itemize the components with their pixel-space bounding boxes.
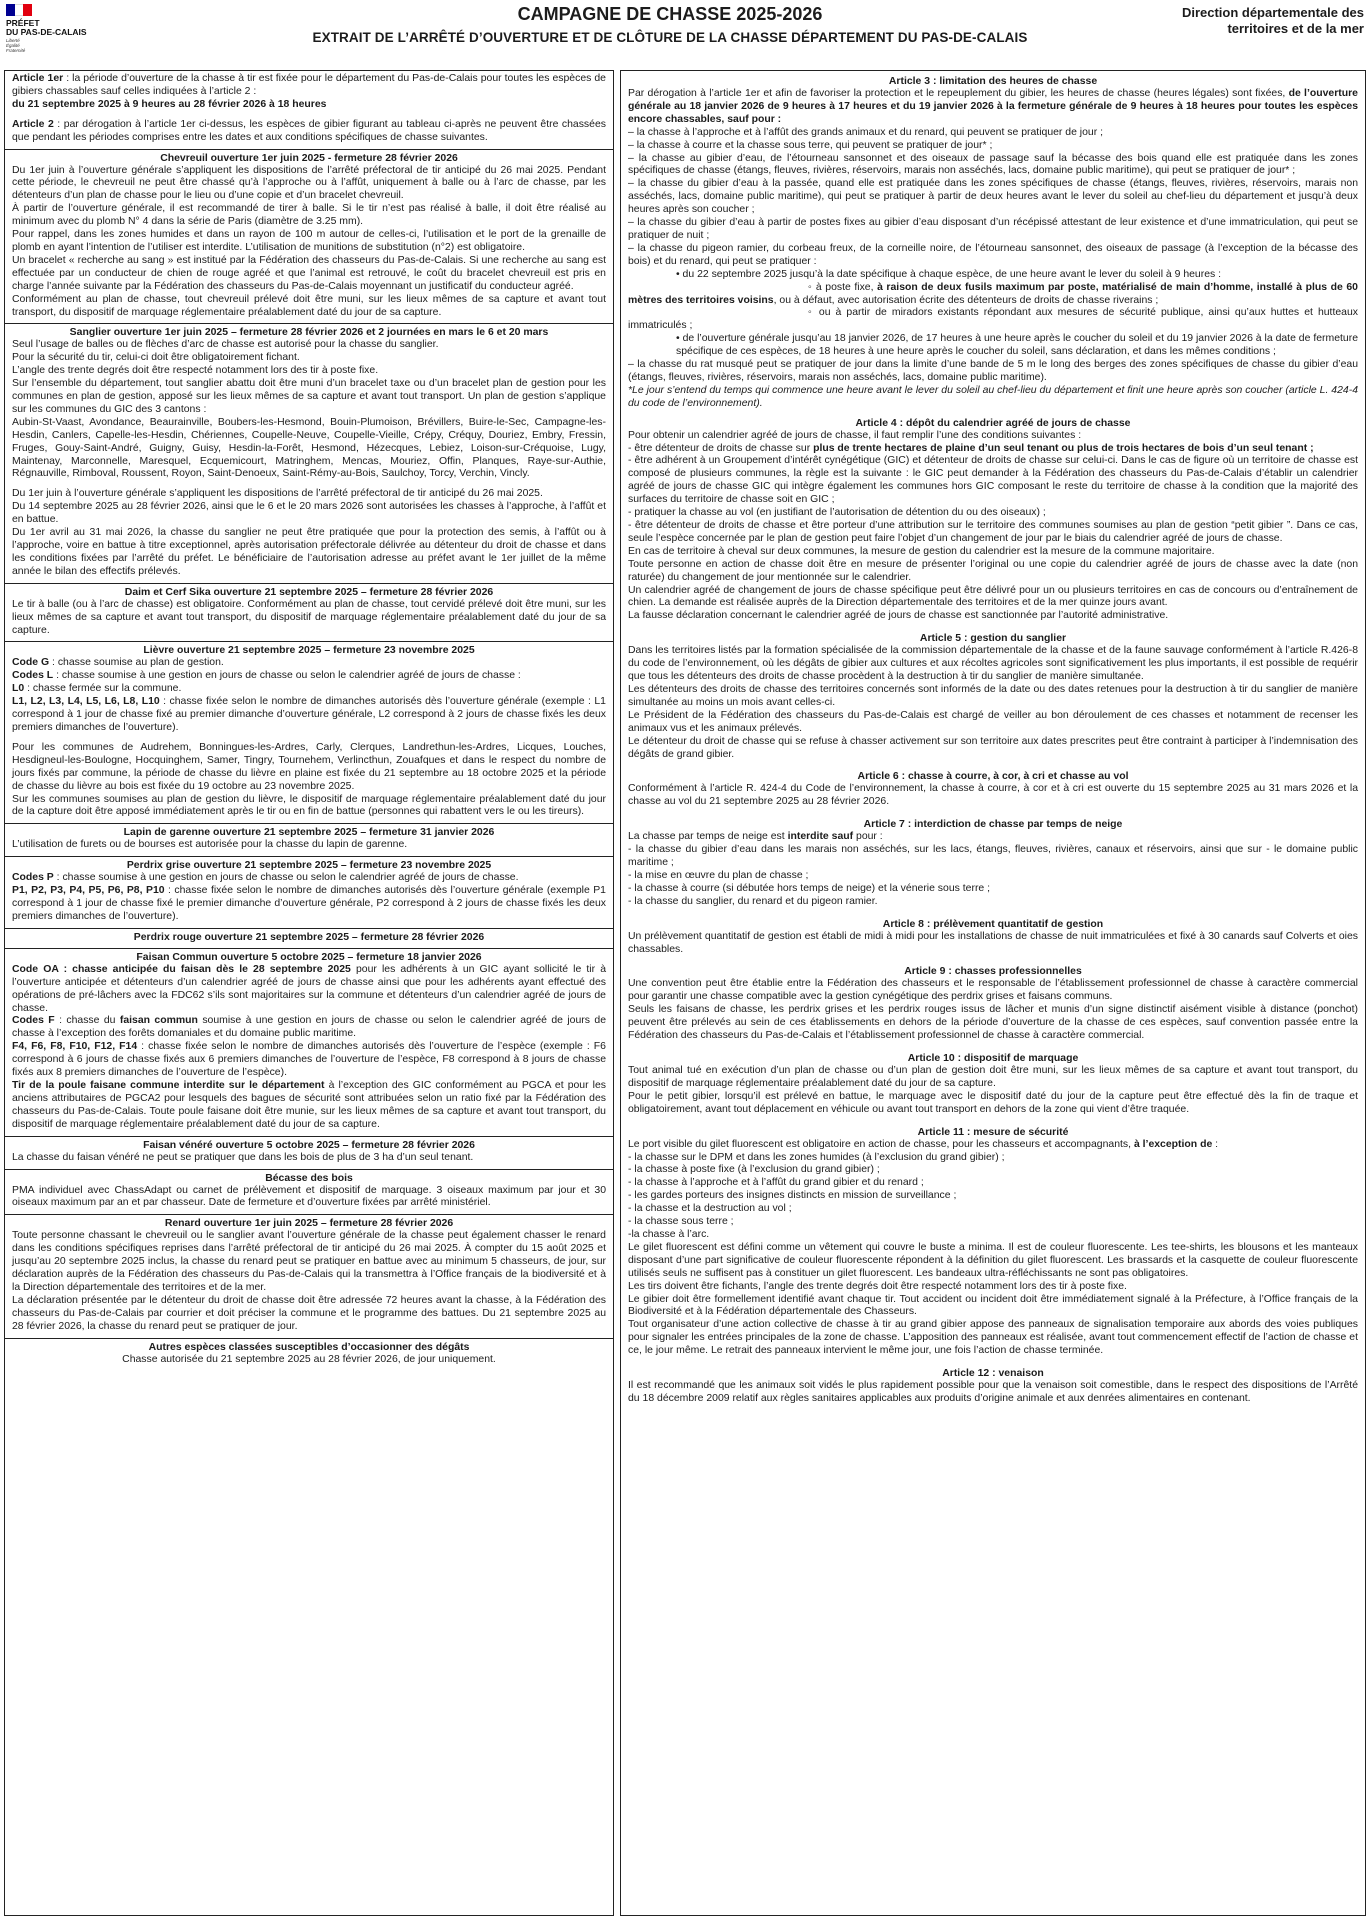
article-11-item-4: - les gardes porteurs des insignes distincts en mission de surveillance ;: [628, 1190, 957, 1202]
faisan-codes-f: [12, 1015, 606, 1041]
chevreuil-title: Chevreuil ouverture 1er juin 2025 - fermeture 28 février 2026: [160, 152, 458, 164]
article-11-p1c: :: [1212, 1138, 1219, 1150]
article-7-item-3: - la chasse à courre (si débutée hors temps de neige) et la vénerie sous terre ;: [628, 882, 991, 894]
article-7-item-4: - la chasse du sanglier, du renard et du pigeon ramier.: [628, 895, 878, 907]
lievre-p2: Pour les communes de Audrehem, Bonningues-les-Ardres, Carly, Clerques, Landrethun-les-Ardres, Licques, Louches, Hesdigneul-les-Boulogne, Hocquinghem, Samer, Tingry, Tournehem, Verlincthun, Zouafques et dans le respect du nombre de jours fixés par commune, la période de chasse du lièvre en plaine est fixée du 21 septembre au 18 octobre 2025 et la période de chasse du lièvre au bois est fixée du 19 octobre au 23 novembre 2025.: [12, 741, 606, 792]
article-4-p1: Pour obtenir un calendrier agréé de jours de chasse, il faut remplir l’une des conditions suivantes :: [628, 429, 1082, 441]
chevreuil-p3: Pour rappel, dans les zones humides et dans un rayon de 100 m autour de celles-ci, l’utilisation et le port de la grenaille de plomb en ayant l’intention de l’utiliser est interdite. L’utilisation de munitions de substitution (n°2) est obligatoire.: [12, 229, 606, 253]
section-divider: [5, 1169, 613, 1170]
perdrix-p1: [12, 885, 606, 924]
spacer: [12, 735, 606, 742]
article-7-p1a: La chasse par temps de neige est: [628, 831, 788, 843]
lievre-code-g-text: : chasse soumise au plan de gestion.: [49, 657, 224, 669]
article-1-label: Article 1er: [12, 73, 64, 84]
section-divider: [5, 856, 613, 857]
article-3-p1: [628, 88, 1358, 127]
faisan-f4: [12, 1041, 606, 1080]
chevreuil-p2: À partir de l’ouverture générale, il est recommandé de tirer à balle. Si le tir n’est pas réalisé à balle, il doit être réalisé au minimum avec du plomb N° 4 dans la série de Paris (diamètre de 3.25 mm).: [12, 203, 606, 228]
faisan-f4-text: : chasse fixée selon le nombre de dimanches autorisés dès l’ouverture de l’espèce (exemple : F6 correspond à 6 jours de chasse fixés aux 6 premiers dimanches de l’ouverture de l’espèce, F8 correspond à 8 jours de chasse fixés aux 8 premiers dimanches de l’ouverture de l’espèce).: [12, 1041, 606, 1079]
article-3-note: *Le jour s’entend du temps qui commence une heure avant le lever du soleil au chef-lieu du département et finit une heure après son coucher (article L. 424-4 du code de l’environnement).: [628, 384, 1358, 409]
article-9-p1: Une convention peut être établie entre la Fédération des chasseurs et le responsable de l’établissement professionnel de chasse à caractère commercial pour garantir une chasse compatible avec la gestion cynégétique des perdrix grises et faisans communs.: [628, 978, 1358, 1003]
perdrix-codes-p-label: Codes P: [12, 872, 54, 884]
article-2: [12, 119, 606, 145]
lievre-l0-label: L0: [12, 683, 25, 695]
perdrix-title: Perdrix grise ouverture 21 septembre 2025 – fermeture 23 novembre 2025: [126, 860, 492, 872]
article-3-p1a: Par dérogation à l’article 1er et afin de favoriser la protection et le repeuplement du gibier, les heures de chasse (heures légales) sont fixées,: [628, 88, 1289, 99]
article-3-item-10: • de l’ouverture générale jusqu’au 18 janvier 2026, de 17 heures à une heure après le coucher du soleil et du 19 janvier 2026 à la date de fermeture spécifique de ces espèces, de 18 heures à une heure après le coucher du soleil, sans déclaration, et dans les mêmes conditions ;: [676, 333, 1358, 358]
french-flag-icon: [6, 4, 32, 16]
article-3-item-5: – la chasse du gibier d’eau à partir de postes fixes au gibier d’eau disposant d’un récépissé attestant de leur existence et d’une immatriculation, qui peut se pratiquer de nuit ;: [628, 217, 1358, 241]
article-11-p1a: Le port visible du gilet fluorescent est obligatoire en action de chasse, pour les chasseurs et accompagnants,: [628, 1138, 1134, 1150]
sanglier-p3: L’angle des trente degrés doit être respecté notamment lors des tir à poste fixe.: [12, 365, 379, 377]
article-9-title: Article 9 : chasses professionnelles: [904, 966, 1082, 978]
faisan-venere-title: Faisan vénéré ouverture 5 octobre 2025 – fermeture 28 février 2026: [143, 1139, 475, 1151]
perdrix-codes-p: [12, 872, 606, 885]
spacer: [628, 956, 1358, 963]
perdrix-codes-p-text: : chasse soumise à une gestion en jours de chasse ou selon le calendrier agréé de jours de chasse.: [53, 872, 519, 884]
lievre-l1-text: : chasse fixée selon le nombre de dimanches autorisés dès l’ouverture générale (exemple : L1 correspond à 1 jour de chasse fixé au premier dimanche d’ouverture générale, L2 correspond à 2 jours de chasse fixés les deux premiers dimanches de l’ouverture).: [12, 696, 606, 733]
article-11-p2: Le gilet fluorescent est défini comme un vêtement qui couvre le buste a minima. Il est de couleur fluorescente. Les tee-shirts, les blousons et les manteaux disposant d’une part significative de couleur fluorescente répondent à la définition du gilet fluorescent. Les brassards et la casquette de couleur fluorescente utilisés seuls ne suffisent pas à constituer un gilet fluorescent. Les bandeaux ultra-réfléchissants ne sont pas obligatoires.: [628, 1241, 1358, 1279]
article-10-p1: Tout animal tué en exécution d’un plan de chasse ou d’un plan de gestion doit être muni, sur les lieux mêmes de sa capture et avant tout transport, du dispositif de marquage réglementaire préalablement daté du jour de sa capture.: [628, 1065, 1358, 1089]
article-7-item-1: - la chasse du gibier d’eau dans les marais non asséchés, sur les lacs, étangs, fleuves, rivières, canaux et réservoirs, ainsi que sur - le domaine public maritime ;: [628, 844, 1358, 869]
faisan-codes-f-text2: soumise à une gestion en jours de chasse ou selon le calendrier agréé de jours de chasse à l’exception des forêts domaniales et du domaine public maritime.: [12, 1015, 606, 1040]
section-divider: [5, 149, 613, 150]
article-7-item-2: - la mise en œuvre du plan de chasse ;: [628, 869, 809, 881]
article-4-p4: Un calendrier agréé de changement de jours de chasse spécifique peut être délivré pour un ou plusieurs territoires en cas de concours ou d’entraînement de chien. La demande est réalisée auprès de la Direction départementale des territoires et de la mer quinze jours avant.: [628, 584, 1358, 609]
article-4-p3: Toute personne en action de chasse doit être en mesure de présenter l’original ou une copie du calendrier agréé de jours de chasse avec la date (non raturée) du changement de jour mentionnée sur le calendrier.: [628, 558, 1358, 583]
article-3-item-1: – la chasse à l’approche et à l’affût des grands animaux et du renard, qui peuvent se pratiquer de jour ;: [628, 126, 1104, 138]
article-5-p3: Le Président de la Fédération des chasseurs du Pas-de-Calais est chargé de veiller au bon déroulement de ces chasses et notamment de recenser les animaux vus et les animaux prélevés.: [628, 709, 1358, 734]
article-10-title: Article 10 : dispositif de marquage: [907, 1053, 1079, 1064]
article-3-item-7: • du 22 septembre 2025 jusqu’à la date spécifique à chaque espèce, de une heure avant le lever du soleil à 9 heures :: [676, 268, 1222, 280]
article-3-item-9-text: ◦ ou à partir de miradors existants répondant aux mesures de sécurité publique, ainsi qu’aux huttes et hutteaux immatriculés ;: [628, 307, 1358, 332]
page-title: CAMPAGNE DE CHASSE 2025-2026: [517, 4, 823, 24]
lievre-codes-l: [12, 670, 606, 683]
article-11-item-6: - la chasse sous terre ;: [628, 1216, 734, 1228]
article-2-text: : par dérogation à l’article 1er ci-dessus, les espèces de gibier figurant au tableau ci-après ne peuvent être chassées que pendant les périodes comprises entre les dates et aux conditions spécifiques de chasse suivantes.: [12, 118, 606, 143]
article-3-item-11: – la chasse du rat musqué peut se pratiquer de jour dans la limite d’une bande de 5 m le long des berges des zones spécifiques de chasse du gibier d’eau (étangs, fleuves, rivières, réservoirs, marais non asséchés, lacs, domaine public maritime).: [628, 359, 1358, 383]
article-11-p1b: à l’exception de: [1133, 1138, 1213, 1150]
sanglier-p7: Du 1er avril au 31 mai 2026, la chasse du sanglier ne peut être pratiquée que pour la protection des semis, à l’affût ou à l’approche, voire en battue à titre exceptionnel, après autorisation préfectorale délivrée au détenteur du droit de chasse et dans les conditions fixées par l’arrêté du préfet. Le bénéficiaire de l’autorisation adresse au préfet avant le 1er juillet de la même année le bilan des effectifs prélevés.: [12, 527, 606, 577]
article-5-title: Article 5 : gestion du sanglier: [919, 633, 1067, 645]
section-divider: [5, 948, 613, 949]
faisan-codes-f-text1: : chasse du: [54, 1015, 120, 1027]
motto-liberte: Liberté: [6, 38, 20, 43]
article-3-item-9: [628, 307, 1358, 333]
lievre-codes-l-text: : chasse soumise à une gestion en jours de chasse ou selon le calendrier agréé de jours de chasse :: [53, 670, 521, 682]
article-1-text: : la période d’ouverture de la chasse à tir est fixée pour le département du Pas-de-Calais pour toutes les espèces de gibiers chassables sauf celles indiquées à l’article 2 :: [12, 73, 606, 97]
lievre-title: Lièvre ouverture 21 septembre 2025 – fermeture 23 novembre 2025: [143, 645, 475, 657]
article-11-p4: Le gibier doit être formellement identifié avant chaque tir. Tout accident ou incident doit être immédiatement signalé à la Préfecture, à l’Office français de la Biodiversité et à la Fédération départementale des Chasseurs.: [628, 1293, 1358, 1318]
article-4-item-4: - être détenteur de droits de chasse et être porteur d’une attribution sur le territoire des communes soumises au plan de gestion “petit gibier ”. Dans ce cas, seule l’espèce concernée par le plan de gestion peut faire l’objet d’un changement de jour par le biais du calendrier agréé de jours de chasse.: [628, 520, 1358, 544]
article-4-p2: En cas de territoire à cheval sur deux communes, la mesure de gestion du calendrier est la mesure de la commune majoritaire.: [628, 545, 1215, 557]
article-3-item-4: – la chasse du gibier d’eau à la passée, quand elle est pratiquée dans les zones spécifiques de chasse (étangs, fleuves, rivières, réservoirs, marais non asséchés, lacs, domaine public maritime), qui peut se pratiquer à partir de deux heures avant le lever du soleil au chef-lieu du département et jusqu’à deux heures après son coucher ;: [628, 178, 1358, 216]
article-7-p1: [628, 831, 1358, 844]
becasse-p1: PMA individuel avec ChassAdapt ou carnet de prélèvement et dispositif de marquage. 3 oiseaux maximum par jour et 30 oiseaux maximum par an et par chasseur. Date de fermeture et d’ouverture fixées par arrêté ministériel.: [12, 1184, 606, 1209]
article-1: [12, 73, 606, 112]
article-5-p4: Le détenteur du droit de chasse qui se refuse à chasser activement sur son territoire aux dates prescrites peut être contraint à participer à l’indemnisation des dégâts de grand gibier.: [628, 735, 1358, 760]
article-11-item-5: - la chasse et la destruction au vol ;: [628, 1203, 792, 1215]
faisan-codes-f-bold: faisan commun: [119, 1015, 198, 1027]
article-4-p5: La fausse déclaration concernant le calendrier agréé de jours de chasse est sanctionnée par l’autorité administrative.: [628, 610, 1169, 622]
faisan-code-oa-text: pour les adhérents à un GIC ayant sollicité le tir à l’ouverture anticipée et détenteurs d’un calendrier agréé de jours de chasse ainsi que pour les adhérents ayant effectué des opérations de pré-lâchers avec la FDC62 s’ils sont majoritaires sur la commune et détenteurs d’un calendrier agréé de jours de chasse.: [12, 963, 607, 1014]
article-4-item-1: [628, 443, 1358, 456]
section-divider: [5, 928, 613, 929]
sanglier-p5: Du 1er juin à l’ouverture générale s’appliquent les dispositions de l’arrêté préfectoral de tir anticipé du 26 mai 2025.: [12, 488, 543, 500]
article-11-item-2: - la chasse à poste fixe (à l’exclusion du grand gibier) ;: [628, 1164, 880, 1176]
article-3-title: Article 3 : limitation des heures de chasse: [888, 76, 1098, 87]
page-subtitle: EXTRAIT DE L’ARRÊTÉ D’OUVERTURE ET DE CLÔTURE DE LA CHASSE DÉPARTEMENT DU PAS-DE-CALAIS: [312, 30, 1028, 45]
spacer: [628, 761, 1358, 768]
faisan-venere-p1: La chasse du faisan vénéré ne peut se pratiquer que dans les bois de plus de 3 ha d’un seul tenant.: [12, 1151, 474, 1163]
faisan-code-oa-label: Code OA : chasse anticipée du faisan dès le 28 septembre 2025: [12, 963, 351, 975]
article-3-p1b: de l’ouverture générale au 18 janvier 2026 de 9 heures à 17 heures et du 19 janvier 2026 à la fermeture générale de 9 heures à 18 heures pour toutes les espèces encore chassables, sauf pour :: [628, 88, 1358, 125]
sanglier-p4: Sur l’ensemble du département, tout sanglier abattu doit être muni d’un bracelet taxe ou d’un bracelet plan de gestion pour les communes en plan de gestion, apposé sur les lieux mêmes de sa capture et avant tout transport. Un plan de gestion s’applique sur les communes du GIC des 3 cantons :: [12, 378, 606, 415]
lievre-codes-l-label: Codes L: [12, 670, 54, 682]
article-4-title: Article 4 : dépôt du calendrier agréé de jours de chasse: [855, 417, 1131, 429]
logo-line-2: DU PAS-DE-CALAIS: [6, 27, 87, 37]
sanglier-title: Sanglier ouverture 1er juin 2025 – fermeture 28 février 2026 et 2 journées en mars le 6 et 20 mars: [69, 327, 549, 339]
motto-fraternite: Fraternité: [6, 48, 26, 53]
lievre-l1-label: L1, L2, L3, L4, L5, L6, L8, L10: [12, 696, 160, 708]
article-11-title: Article 11 : mesure de sécurité: [917, 1126, 1069, 1138]
article-9-p2: Seuls les faisans de chasse, les perdrix grises et les perdrix rouges issus de lâcher et munis d’un signe distinctif aisément visible à distance (ponchot) peuvent être prélevés au sein de ces établissements en dehors de la période d’ouverture de la chasse de ces espèces, sauf convention passée entre la Fédération des chasseurs du Pas-de-Calais et l’établissement professionnel de chasse à caractère commercial.: [628, 1004, 1358, 1042]
autres-title: Autres espèces classées susceptibles d’occasionner des dégâts: [148, 1341, 470, 1353]
sanglier-p6: Du 14 septembre 2025 au 28 février 2026, ainsi que le 6 et le 20 mars 2026 sont autorisées les chasses à l’approche, à l’affût et en battue.: [12, 501, 606, 526]
chevreuil-p5: Conformément au plan de chasse, tout chevreuil prélevé doit être muni, sur les lieux mêmes de sa capture et avant tout transport, du dispositif de marquage réglementaire préalablement daté du jour de sa capture.: [12, 293, 606, 318]
direction-label: Direction départementale des territoires et de la mer: [1181, 5, 1364, 36]
lievre-l0: [12, 683, 606, 696]
spacer: [12, 112, 606, 119]
faisan-codes-f-label: Codes F: [12, 1015, 55, 1027]
page-header: [0, 0, 1370, 56]
article-4-item-1b: plus de trente hectares de plaine d’un seul tenant ou plus de trois hectares de bois d’un seul tenant ;: [813, 442, 1314, 454]
article-5-p1: Dans les territoires listés par la formation spécialisée de la commission départementale de la chasse et de la faune sauvage conformément à l’article R.426-8 du code de l’environnement, où les dégâts de gibier aux cultures et aux récoltes agricoles sont significativement les plus importants, il est possible de requérir que tous les détenteurs des droits de chasse procèdent à la destruction à tir du sanglier de manière simultanée.: [628, 645, 1358, 683]
article-7-p1c: pour :: [853, 831, 883, 843]
spacer: [628, 1358, 1358, 1365]
daim-p1: Le tir à balle (ou à l’arc de chasse) est obligatoire. Conformément au plan de chasse, tout cervidé prélevé doit être muni, sur les lieux mêmes de sa capture et avant tout transport, du dispositif de marquage réglementaire préalablement daté du jour de sa capture.: [12, 598, 606, 636]
article-11-p3: Les tirs doivent être fichants, l’angle des trente degrés doit être respecté notamment lors des tir à poste fixe.: [628, 1280, 1127, 1292]
left-column: [4, 70, 614, 1916]
lievre-code-g-label: Code G: [12, 657, 50, 669]
spacer: [628, 623, 1358, 630]
article-3-item-6: – la chasse du pigeon ramier, du corbeau freux, de la corneille noire, de l’étourneau sansonnet, des oiseaux de passage (à l’exception de la bécasse des bois) et du renard, qui peut se pratiquer :: [628, 242, 1358, 267]
article-6-title: Article 6 : chasse à courre, à cor, à cri et chasse au vol: [857, 771, 1129, 783]
lapin-p1: L’utilisation de furets ou de bourses est autorisée pour la chasse du lapin de garenne.: [12, 839, 408, 851]
article-12-title: Article 12 : venaison: [942, 1368, 1044, 1380]
article-6-p1: Conformément à l’article R. 424-4 du Code de l’environnement, la chasse à courre, à cor et à cri est ouverte du 15 septembre 2025 au 31 mars 2026 et la chasse au vol du 21 septembre 2025 au 28 février 2026.: [628, 783, 1358, 808]
article-7-p1b: interdite sauf: [787, 831, 854, 843]
spacer: [628, 809, 1358, 816]
right-column: [620, 70, 1366, 1916]
lievre-l1: [12, 696, 606, 735]
article-8-p1: Un prélèvement quantitatif de gestion est établi de midi à midi pour les installations de chasse de nuit immatriculées et fixé à 30 canards sauf Colverts et oies chassables.: [628, 930, 1358, 955]
flag-white-stripe: [15, 4, 24, 16]
chevreuil-p1: Du 1er juin à l’ouverture générale s’appliquent les dispositions de l’arrêté préfectoral de tir anticipé du 26 mai 2025. Pendant cette période, le chevreuil ne peut être chassé qu’à l’approche ou à l’affût, uniquement à balle ou à l’arc de chasse, par les détenteurs d’un plan de chasse pour le lieu ou d’une copie et d’un bracelet chevreuil.: [12, 164, 606, 202]
article-12-p1: Il est recommandé que les animaux soit vidés le plus rapidement possible pour que la venaison soit comestible, dans le respect des dispositions de l’Arrêté du 18 décembre 2009 relatif aux règles sanitaires applicables aux produits d’origine animale et aux denrées alimentaires en contenant.: [628, 1380, 1358, 1404]
spacer: [628, 1043, 1358, 1050]
article-5-p2: Les détenteurs des droits de chasse des territoires concernés sont informés de la date ou des dates retenues pour la destruction à tir du sanglier de manière simultanée au moins un mois avant celles-ci.: [628, 683, 1358, 708]
article-8-title: Article 8 : prélèvement quantitatif de gestion: [882, 918, 1104, 930]
renard-title: Renard ouverture 1er juin 2025 – fermeture 28 février 2026: [164, 1218, 454, 1230]
sanglier-p2: Pour la sécurité du tir, celui-ci doit être obligatoirement fichant.: [12, 352, 300, 364]
lievre-code-g: [12, 657, 606, 670]
article-2-label: Article 2: [12, 118, 54, 130]
section-divider: [5, 1214, 613, 1215]
perdrix-p1-text: : chasse fixée selon le nombre de dimanches autorisés dès l’ouverture générale (exemple P1 correspond à 1 jour de chasse fixé le premier dimanche d’ouverture générale, P2 correspond à 2 jours de chasse fixés les deux premiers dimanches de l’ouverture).: [12, 885, 606, 922]
article-11-item-7: -la chasse à l’arc.: [628, 1228, 710, 1240]
article-3-item-8: [628, 282, 1358, 308]
sanglier-communes: Aubin-St-Vaast, Avondance, Beaurainville, Boubers-les-Hesmond, Bouin-Plumoison, Brévillers, Buire-le-Sec, Campagne-les-Hesdin, Canlers, Capelle-les-Hesdin, Chériennes, Coupelle-Neuve, Coupelle-Vieille, Crépy, Créquy, Douriez, Embry, Fressin, Fruges, Gouy-Saint-André, Guigny, Guisy, Hesdin-la-Forêt, Hesmond, Hézecques, Lebiez, Loison-sur-Créquoise, Lugy, Maintenay, Marconnelle, Maresquel, Ecquemicourt, Matringhem, Mencas, Mouriez, Offin, Planques, Raye-sur-Authie, Régnauville, Rimboval, Roussent, Royon, Saint-Denoeux, Saint-Rémy-au-Bois, Saulchoy, Torcy, Verchin, Vincly.: [12, 416, 606, 480]
article-11-p5: Tout organisateur d’une action collective de chasse à tir au grand gibier appose des panneaux de signalisation temporaire aux abords des voies publiques pour signaler les entrées principales de la zone de chasse. L’apposition des panneaux est réalisée, avant tout commencement effectif de l’action de chasse et ce, le jour même. Le retrait des panneaux intervient le même jour, une fois l’action de chasse terminée.: [628, 1319, 1358, 1357]
faisan-title: Faisan Commun ouverture 5 octobre 2025 – fermeture 18 janvier 2026: [136, 951, 482, 963]
section-divider: [5, 823, 613, 824]
perdrix-p1-label: P1, P2, P3, P4, P5, P6, P8, P10: [12, 885, 165, 897]
sanglier-p1: Seul l’usage de balles ou de flèches d’arc de chasse est autorisé pour la chasse du sanglier.: [12, 339, 439, 351]
article-3-item-2: – la chasse à courre et la chasse sous terre, qui peuvent se pratiquer de jour* ;: [628, 139, 993, 151]
spacer: [12, 481, 606, 488]
flag-red-stripe: [23, 4, 32, 16]
article-3-item-8b: à raison de deux fusils maximum par poste, matérialisé de main d’homme, installé à plus de 60 mètres des territoires voisins: [628, 281, 1358, 306]
becasse-title: Bécasse des bois: [265, 1172, 353, 1184]
daim-title: Daim et Cerf Sika ouverture 21 septembre 2025 – fermeture 28 février 2026: [124, 586, 494, 598]
article-4-item-2: - être adhérent à un Groupement d’intérêt cynégétique (GIC) et détenteur de droits de chasse sur celui-ci. Dans le cas de figure où un territoire de chasse est composé de plusieurs communes, la règle est la suivante : le GIC peut demander à la Fédération des chasseurs du Pas-de-Calais d’établir un calendrier agréé de jours de chasse GIC qui intègre également les communes hors GIC composant le reste du territoire de chasse à la condition que la majorité des surfaces du territoire de chasse soit en GIC ;: [628, 455, 1358, 506]
faisan-poule: [12, 1080, 606, 1132]
article-11-item-1: - la chasse sur le DPM et dans les zones humides (à l’exclusion du grand gibier) ;: [628, 1151, 1005, 1163]
spacer: [628, 1117, 1358, 1124]
lievre-p3: Sur les communes soumises au plan de gestion du lièvre, le dispositif de marquage réglementaire préalablement daté du jour de la capture doit être apposé immédiatement après le tir ou en fin de battue (personnes qui rabattent vers le ou les tireurs).: [12, 793, 606, 818]
motto-egalite: Égalité: [6, 43, 20, 48]
section-divider: [5, 1136, 613, 1137]
article-4-item-1a: - être détenteur de droits de chasse sur: [628, 442, 814, 454]
faisan-poule-label: Tir de la poule faisane commune interdite sur le département: [12, 1080, 325, 1091]
spacer: [628, 909, 1358, 916]
article-3-item-8c: , ou à défaut, avec autorisation écrite des détenteurs de droits de chasse riverains ;: [773, 294, 1159, 306]
section-divider: [5, 1338, 613, 1339]
title-block: [200, 3, 1140, 47]
faisan-code-oa: [12, 964, 606, 1016]
section-divider: [5, 641, 613, 642]
faisan-poule-text: à l’exception des GIC conformément au PGCA et pour les anciens attributaires de PGCA2 pour lesquels des bagues de sécurité sont attribuées selon un ratio fixé par la Fédération des chasseurs du Pas-de-Calais. Toute poule faisane doit être munie, sur les lieux mêmes de sa capture et avant tout transport, du dispositif de marquage réglementaire préalablement daté du jour de sa capture.: [12, 1080, 606, 1130]
article-11-item-3: - la chasse à l’approche et à l’affût du grand gibier et du renard ;: [628, 1177, 924, 1189]
article-7-title: Article 7 : interdiction de chasse par temps de neige: [863, 819, 1123, 831]
flag-blue-stripe: [6, 4, 15, 16]
article-11-p1: [628, 1139, 1358, 1152]
prefecture-logo: [6, 4, 116, 54]
renard-p2: La déclaration présentée par le détenteur du droit de chasse doit être adressée 72 heures avant la chasse, à la Fédération des chasseurs du Pas-de-Calais par courrier et doit préciser la commune et le programme des battues. Du 21 septembre 2025 au 28 février 2026, la chasse du renard peut se pratiquer de jour.: [12, 1294, 606, 1332]
logo-motto: [6, 38, 116, 53]
section-divider: [5, 583, 613, 584]
faisan-f4-label: F4, F6, F8, F10, F12, F14: [12, 1041, 138, 1053]
lievre-l0-text: : chasse fermée sur la commune.: [24, 683, 182, 695]
perdrix-rouge-title: Perdrix rouge ouverture 21 septembre 2025 – fermeture 28 février 2026: [133, 931, 485, 943]
section-divider: [5, 323, 613, 324]
article-3-item-3: – la chasse au gibier d’eau, de l’étourneau sansonnet et des oiseaux de passage sauf la bécasse des bois quand elle est pratiquée dans les zones spécifiques de chasse (étangs, fleuves, rivières, réservoirs, marais non asséchés, lacs, domaine public maritime), qui peut se pratiquer de jour* ;: [628, 152, 1358, 177]
renard-p1: Toute personne chassant le chevreuil ou le sanglier avant l’ouverture générale de la chasse peut également chasser le renard dans les conditions spécifiques reprises dans l’arrêté préfectoral de tir anticipé du 26 mai 2025. À compter du 15 août 2025 et jusqu’au 20 septembre 2025 inclus, la chasse du renard peut se pratiquer en battue avec au minimum 5 chasseurs, de jour, sur déclaration auprès de la Fédération des chasseurs du Pas-de-Calais qui la transmettra à l’Office français de la biodiversité et à la Direction départementale des territoires et de la mer.: [12, 1230, 606, 1293]
article-3-item-8a: ◦ à poste fixe,: [808, 281, 878, 293]
lapin-title: Lapin de garenne ouverture 21 septembre 2025 – fermeture 31 janvier 2026: [123, 827, 495, 839]
logo-line-1: PRÉFET: [6, 18, 40, 28]
spacer: [628, 411, 1358, 415]
article-4-item-3: - pratiquer la chasse au vol (en justifiant de l’autorisation de détention du ou des oiseaux) ;: [628, 507, 1046, 519]
chevreuil-p4: Un bracelet « recherche au sang » est institué par la Fédération des chasseurs du Pas-de-Calais. Si une recherche au sang est effectuée par un conducteur de chien de rouge agréé et que l’animal est retrouvé, le coût du bracelet chevreuil est pris en charge l’année suivante par la Fédération des chasseurs du Pas-de-Calais moyennant un justificatif du conducteur agréé.: [12, 254, 606, 292]
autres-p1: Chasse autorisée du 21 septembre 2025 au 28 février 2026, de jour uniquement.: [122, 1353, 496, 1365]
article-10-p2: Pour le petit gibier, lorsqu’il est prélevé en battue, le marquage avec le dispositif daté du jour de la capture peut être effectué dès la fin de traque et obligatoirement, avant tout déplacement en véhicule ou avant tout transport en dehors de la zone qui vient d’être traquée.: [628, 1090, 1358, 1115]
article-1-dates: du 21 septembre 2025 à 9 heures au 28 février 2026 à 18 heures: [12, 98, 327, 110]
